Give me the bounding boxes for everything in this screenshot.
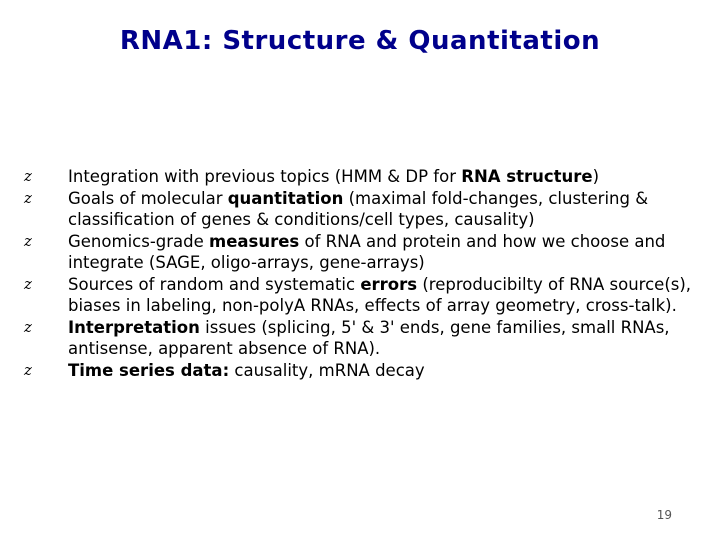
bullet-text: issues (splicing, 5' & 3' ends, gene families, small RNAs, antisense, apparent absence of RNA). [68, 317, 670, 358]
bullet-text: Goals of molecular [68, 188, 228, 208]
bullet-emphasis: Interpretation [68, 317, 200, 337]
bullet-text: ) [592, 167, 600, 186]
bullet-text: (maximal fold-changes, clustering & classification of genes & conditions/cell types, causality) [68, 188, 649, 229]
bullet-text: causality, mRNA decay [229, 360, 425, 380]
bullet-list [20, 166, 700, 381]
bullet-emphasis: RNA structure [461, 167, 593, 186]
bullet-item [20, 231, 700, 274]
bullet-marker-icon: z [24, 231, 32, 250]
bullet-marker-icon: z [24, 360, 32, 379]
bullet-emphasis: measures [209, 231, 300, 251]
bullet-text: (reproducibilty of RNA source(s), biases in labeling, non-polyA RNAs, effects of array geometry, cross-talk). [68, 274, 692, 315]
bullet-emphasis: errors [360, 274, 418, 294]
bullet-item [20, 188, 700, 231]
bullet-marker-icon: z [24, 317, 32, 336]
bullet-text: Integration with previous topics (HMM & DP for [68, 167, 462, 186]
bullet-item [20, 166, 700, 188]
bullet-emphasis: Time series data: [68, 360, 230, 380]
bullet-text: Sources of random and systematic [68, 274, 361, 294]
slide-title: RNA1: Structure & Quantitation [119, 26, 601, 56]
bullet-marker-icon: z [24, 274, 32, 293]
bullet-item [20, 317, 700, 360]
bullet-marker-icon: z [24, 167, 32, 185]
bullet-item [20, 274, 700, 317]
page-number: 19 [656, 508, 672, 522]
bullet-text: of RNA and protein and how we choose and integrate (SAGE, oligo-arrays, gene-arrays) [68, 231, 666, 272]
bullet-item [20, 360, 700, 382]
bullet-emphasis: quantitation [227, 188, 344, 208]
bullet-marker-icon: z [24, 188, 32, 207]
bullet-text: Genomics-grade [68, 231, 210, 251]
